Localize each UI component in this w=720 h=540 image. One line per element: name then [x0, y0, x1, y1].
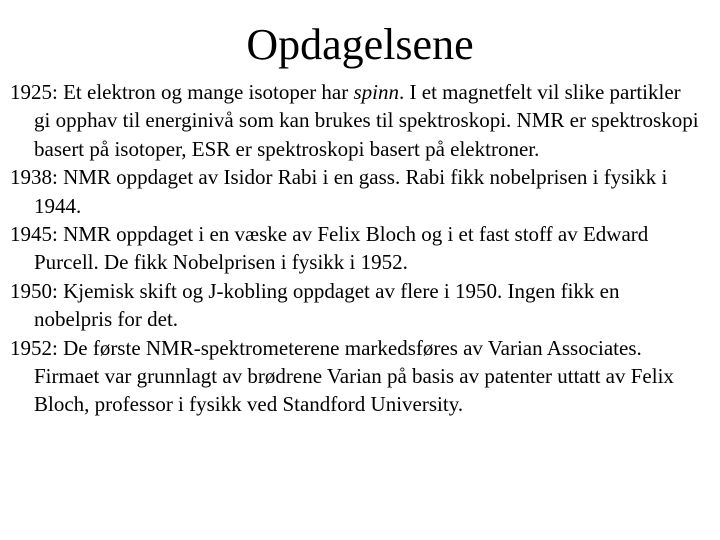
list-item-1950: 1950: Kjemisk skift og J-kobling oppdaget av flere i 1950. Ingen fikk en nobelpris for det.	[10, 278, 620, 332]
discovery-list	[10, 78, 700, 419]
entry-1925-emphasis: spinn	[353, 80, 400, 104]
entry-1925-text-start: 1925: Et elektron og mange isotoper har	[10, 80, 354, 104]
list-item-1925	[10, 78, 700, 163]
entry-1925-text-end: . I et magnetfelt vil slike partikler gi opphav til energinivå som kan brukes til spektroskopi. NMR er spektroskopi basert på isotoper, ESR er spektroskopi basert på elektroner.	[34, 80, 699, 161]
list-item-1952: 1952: De første NMR-spektrometerene markedsføres av Varian Associates. Firmaet var grunnlagt av brødrene Varian på basis av patenter uttatt av Felix Bloch, professor i fysikk ved Standford University.	[10, 335, 674, 417]
list-item-1938: 1938: NMR oppdaget av Isidor Rabi i en gass. Rabi fikk nobelprisen i fysikk i 1944.	[10, 165, 668, 218]
list-item-1945: 1945: NMR oppdaget i en væske av Felix Bloch og i et fast stoff av Edward Purcell. De fikk Nobelprisen i fysikk i 1952.	[10, 222, 649, 275]
slide-title: Opdagelsene	[246, 20, 474, 69]
